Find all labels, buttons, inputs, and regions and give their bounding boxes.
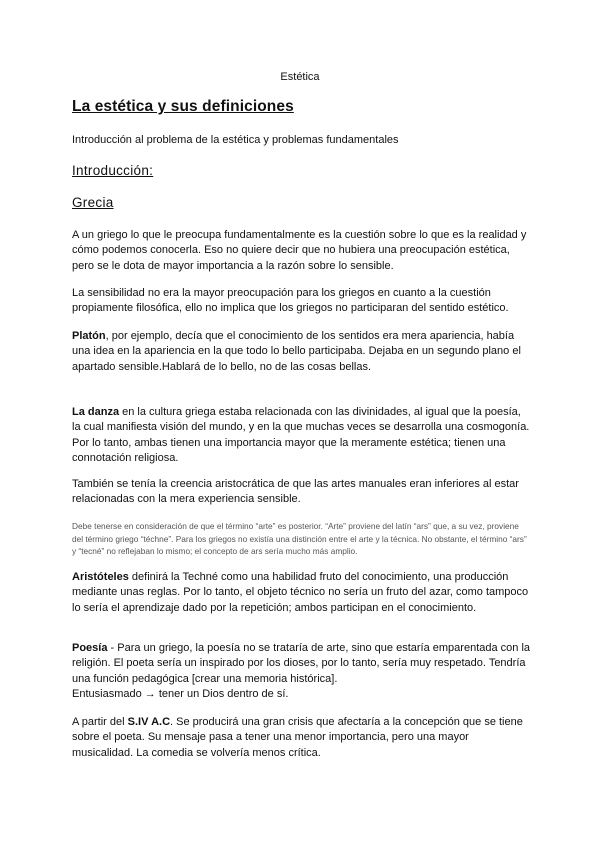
paragraph-siv: [72, 715, 532, 761]
paragraph-danza: [72, 405, 532, 466]
siv-prefix: A partir del: [72, 716, 128, 728]
danza-text: en la cultura griega estaba relacionada con las divinidades, al igual que la poesía, la cual manifiesta visión del mundo, y en la que muchas veces se desarrolla una cosmogonía. Por lo tanto, ambas tienen una importancia mayor que la meramente estética; tienen una connotación religiosa.: [72, 406, 530, 464]
paragraph-aristoteles: [72, 570, 532, 616]
siv-term: S.IV A.C: [127, 716, 171, 728]
poesia-text: - Para un griego, la poesía no se trataría de arte, sino que estaría emparentada con la religión. El poeta sería un inspirado por los dioses, por lo tanto, sería muy respetado. Tendría una función pedagógica [crear una memoria histórica].: [72, 642, 531, 685]
note-arte-terminology: Debe tenerse en consideración de que el término “arte” es posterior. “Arte” proviene del latín “ars” que, a su vez, proviene del término griego “téchne”. Para los griegos no existía una distinción entre el arte y la técnica. No obstante, el término “ars” y “tecné” no reflejaban lo mismo; el concepto de ars sería mucho más amplio.: [72, 521, 527, 556]
paragraph-poesia: [72, 641, 532, 702]
document-title: La estética y sus definiciones: [72, 98, 294, 115]
siv-text: . Se producirá una gran crisis que afectaría a la concepción que se tiene sobre el poeta. Su mensaje pasa a tener una menor importancia, pero una mayor musicalidad. La comedia se volvería menos crítica.: [72, 716, 523, 759]
platon-term: Platón: [72, 330, 106, 342]
paragraph-realidad: A un griego lo que le preocupa fundamentalmente es la cuestión sobre lo que es la realidad y cómo podemos conocerla. Eso no quiere decir que no hubiera una preocupación estética, pero se le dota de mayor importancia a la razón sobre lo sensible.: [72, 229, 527, 272]
page-header: Estética: [280, 71, 320, 83]
heading-grecia: Grecia: [72, 195, 114, 210]
poesia-term: Poesía: [72, 642, 108, 654]
paragraph-platon: [72, 329, 532, 375]
platon-text: , por ejemplo, decía que el conocimiento de los sentidos era mera apariencia, había una idea en la apariencia en la que todo lo bello participaba. Dejaba en un segundo plano el apartado sensible.Hablará de lo bello, no de las cosas bellas.: [72, 330, 521, 373]
heading-introduccion: Introducción:: [72, 163, 154, 178]
danza-term: La danza: [72, 406, 120, 418]
paragraph-artes-manuales: También se tenía la creencia aristocrática de que las artes manuales eran inferiores al estar relacionadas con la mera experiencia sensible.: [72, 478, 519, 506]
intro-line: Introducción al problema de la estética y problemas fundamentales: [72, 134, 399, 146]
poesia-entusiasmado: Entusiasmado → tener un Dios dentro de sí.: [72, 687, 289, 700]
aristoteles-term: Aristóteles: [72, 571, 129, 583]
paragraph-sensibilidad: La sensibilidad no era la mayor preocupación para los griegos en cuanto a la cuestión propiamente filosófica, ello no implica que los griegos no participaran del sentido estético.: [72, 287, 509, 315]
aristoteles-text: definirá la Techné como una habilidad fruto del conocimiento, una producción mediante unas reglas. Por lo tanto, el objeto técnico no sería un fruto del azar, como tampoco lo sería el aprendizaje dado por la repetición; ambos participan en el conocimiento.: [72, 571, 529, 614]
